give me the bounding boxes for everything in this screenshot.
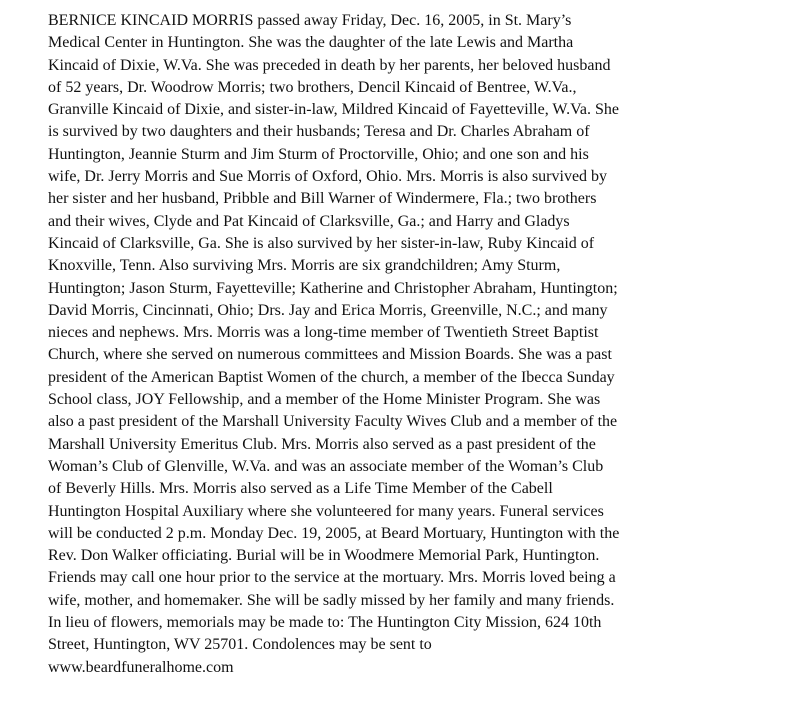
text-line: Huntington Hospital Auxiliary where she volunteered for many years. Funeral services <box>48 502 604 520</box>
text-line: president of the American Baptist Women of the church, a member of the Ibecca Sunday <box>48 368 615 386</box>
text-line: Huntington, Jeannie Sturm and Jim Sturm of Proctorville, Ohio; and one son and his <box>48 145 589 163</box>
text-line: also a past president of the Marshall University Faculty Wives Club and a member of the <box>48 413 618 431</box>
text-line: BERNICE KINCAID MORRIS passed away Friday, Dec. 16, 2005, in St. Mary’s <box>48 12 572 29</box>
text-line: Friends may call one hour prior to the service at the mortuary. Mrs. Morris loved being a <box>48 569 616 587</box>
text-line: her sister and her husband, Pribble and Bill Warner of Windermere, Fla.; two brothers <box>48 190 597 208</box>
text-line: Medical Center in Huntington. She was the daughter of the late Lewis and Martha <box>48 34 574 52</box>
text-line: Marshall University Emeritus Club. Mrs. Morris also served as a past president of the <box>48 435 596 453</box>
text-line: and their wives, Clyde and Pat Kincaid of Clarksville, Ga.; and Harry and Gladys <box>48 212 570 230</box>
text-line: Woman’s Club of Glenville, W.Va. and was an associate member of the Woman’s Club <box>48 457 604 475</box>
text-line: Kincaid of Dixie, W.Va. She was preceded in death by her parents, her beloved husband <box>48 56 611 74</box>
text-line: of Beverly Hills. Mrs. Morris also served as a Life Time Member of the Cabell <box>48 480 553 498</box>
text-line: Church, where she served on numerous committees and Mission Boards. She was a past <box>48 346 612 364</box>
website-link[interactable]: www.beardfuneralhome.com <box>48 658 234 676</box>
text-line: of 52 years, Dr. Woodrow Morris; two brothers, Dencil Kincaid of Bentree, W.Va., <box>48 78 577 96</box>
text-line: Knoxville, Tenn. Also surviving Mrs. Morris are six grandchildren; Amy Sturm, <box>48 257 561 275</box>
text-line: Street, Huntington, WV 25701. Condolences may be sent to <box>48 636 432 654</box>
text-line: Granville Kincaid of Dixie, and sister-in-law, Mildred Kincaid of Fayetteville, W.Va. She <box>48 101 619 119</box>
text-line: wife, mother, and homemaker. She will be sadly missed by her family and many friends. <box>48 591 615 609</box>
text-line: Huntington; Jason Sturm, Fayetteville; Katherine and Christopher Abraham, Huntington; <box>48 279 618 297</box>
text-line: Rev. Don Walker officiating. Burial will be in Woodmere Memorial Park, Huntington. <box>48 547 600 565</box>
text-line: Kincaid of Clarksville, Ga. She is also survived by her sister-in-law, Ruby Kincaid of <box>48 234 595 252</box>
text-line: is survived by two daughters and their husbands; Teresa and Dr. Charles Abraham of <box>48 123 590 141</box>
text-line: School class, JOY Fellowship, and a member of the Home Minister Program. She was <box>48 391 601 409</box>
text-line: David Morris, Cincinnati, Ohio; Drs. Jay and Erica Morris, Greenville, N.C.; and many <box>48 301 608 319</box>
text-line: In lieu of flowers, memorials may be made to: The Huntington City Mission, 624 10th <box>48 614 602 632</box>
text-line: nieces and nephews. Mrs. Morris was a long-time member of Twentieth Street Baptist <box>48 324 599 342</box>
text-line: will be conducted 2 p.m. Monday Dec. 19, 2005, at Beard Mortuary, Huntington with the <box>48 524 620 542</box>
obituary-text <box>48 10 800 679</box>
text-line: wife, Dr. Jerry Morris and Sue Morris of Oxford, Ohio. Mrs. Morris is also survived by <box>48 168 608 186</box>
